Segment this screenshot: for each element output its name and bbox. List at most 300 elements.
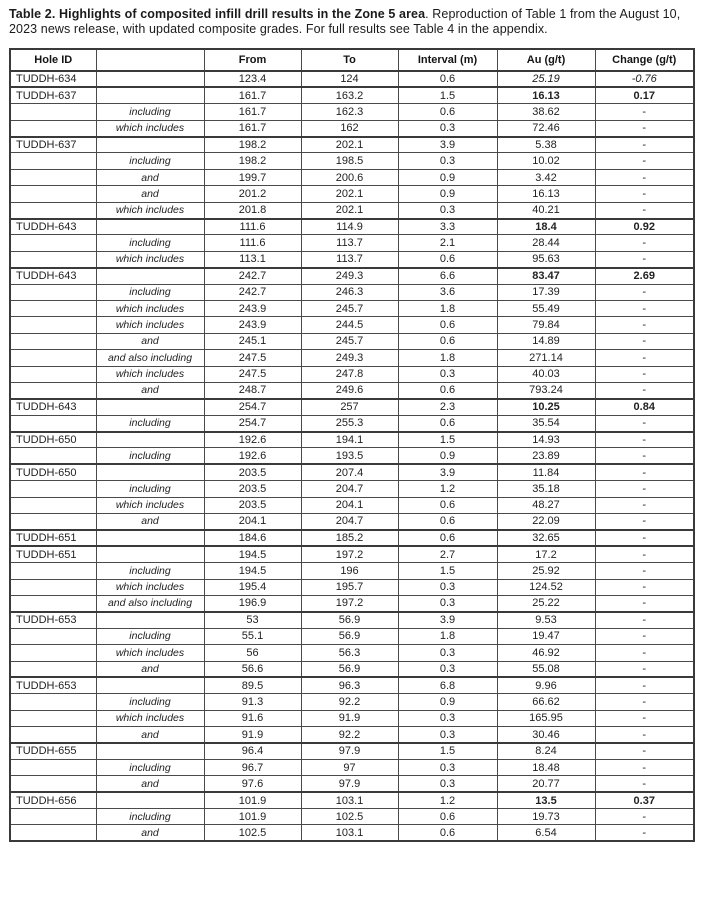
qualifier-cell: and xyxy=(96,514,204,530)
table-row xyxy=(10,743,694,759)
interval-cell: 1.8 xyxy=(398,350,497,366)
from-cell: 111.6 xyxy=(204,235,301,251)
from-cell: 243.9 xyxy=(204,317,301,333)
hole-id-cell xyxy=(10,661,96,677)
au-grade-cell: 55.49 xyxy=(497,300,595,316)
qualifier-cell: which includes xyxy=(96,497,204,513)
interval-cell: 1.2 xyxy=(398,481,497,497)
to-cell: 162.3 xyxy=(301,104,398,120)
qualifier-cell: including xyxy=(96,563,204,579)
from-cell: 101.9 xyxy=(204,809,301,825)
hole-id-cell xyxy=(10,366,96,382)
qualifier-cell: which includes xyxy=(96,251,204,267)
qualifier-cell: and xyxy=(96,661,204,677)
qualifier-cell: including xyxy=(96,759,204,775)
au-grade-cell: 20.77 xyxy=(497,776,595,792)
change-cell: 0.37 xyxy=(595,792,694,808)
au-grade-cell: 35.18 xyxy=(497,481,595,497)
from-cell: 102.5 xyxy=(204,825,301,841)
qualifier-cell xyxy=(96,530,204,546)
au-grade-cell: 55.08 xyxy=(497,661,595,677)
qualifier-cell xyxy=(96,71,204,87)
change-cell: -0.76 xyxy=(595,71,694,87)
au-grade-cell: 28.44 xyxy=(497,235,595,251)
change-cell: - xyxy=(595,120,694,136)
interval-cell: 1.5 xyxy=(398,743,497,759)
interval-cell: 0.6 xyxy=(398,514,497,530)
to-cell: 193.5 xyxy=(301,448,398,464)
to-cell: 202.1 xyxy=(301,137,398,153)
au-grade-cell: 25.92 xyxy=(497,563,595,579)
au-grade-cell: 16.13 xyxy=(497,87,595,103)
column-header-to: To xyxy=(301,49,398,71)
qualifier-cell: including xyxy=(96,481,204,497)
interval-cell: 0.6 xyxy=(398,251,497,267)
au-grade-cell: 48.27 xyxy=(497,497,595,513)
to-cell: 244.5 xyxy=(301,317,398,333)
to-cell: 56.9 xyxy=(301,612,398,628)
table-row xyxy=(10,464,694,480)
from-cell: 97.6 xyxy=(204,776,301,792)
from-cell: 254.7 xyxy=(204,415,301,431)
interval-cell: 1.8 xyxy=(398,628,497,644)
to-cell: 92.2 xyxy=(301,694,398,710)
qualifier-cell: and xyxy=(96,776,204,792)
change-cell: - xyxy=(595,809,694,825)
from-cell: 113.1 xyxy=(204,251,301,267)
interval-cell: 0.6 xyxy=(398,497,497,513)
au-grade-cell: 18.48 xyxy=(497,759,595,775)
change-cell: - xyxy=(595,677,694,693)
change-cell: 0.84 xyxy=(595,399,694,415)
table-row xyxy=(10,677,694,693)
drill-results-table xyxy=(9,48,695,842)
interval-cell: 0.6 xyxy=(398,333,497,349)
table-row xyxy=(10,645,694,661)
interval-cell: 0.6 xyxy=(398,415,497,431)
from-cell: 254.7 xyxy=(204,399,301,415)
table-row xyxy=(10,563,694,579)
qualifier-cell: and xyxy=(96,169,204,185)
qualifier-cell xyxy=(96,792,204,808)
hole-id-cell xyxy=(10,186,96,202)
from-cell: 53 xyxy=(204,612,301,628)
hole-id-cell: TUDDH-637 xyxy=(10,137,96,153)
interval-cell: 0.9 xyxy=(398,169,497,185)
change-cell: - xyxy=(595,710,694,726)
table-row xyxy=(10,710,694,726)
interval-cell: 0.6 xyxy=(398,530,497,546)
to-cell: 197.2 xyxy=(301,596,398,612)
hole-id-cell xyxy=(10,563,96,579)
change-cell: - xyxy=(595,743,694,759)
hole-id-cell xyxy=(10,759,96,775)
qualifier-cell: which includes xyxy=(96,645,204,661)
change-cell: - xyxy=(595,514,694,530)
change-cell: - xyxy=(595,382,694,398)
change-cell: - xyxy=(595,596,694,612)
change-cell: - xyxy=(595,350,694,366)
interval-cell: 1.2 xyxy=(398,792,497,808)
table-row xyxy=(10,120,694,136)
to-cell: 185.2 xyxy=(301,530,398,546)
qualifier-cell: including xyxy=(96,284,204,300)
from-cell: 203.5 xyxy=(204,464,301,480)
to-cell: 56.9 xyxy=(301,661,398,677)
interval-cell: 0.3 xyxy=(398,120,497,136)
table-row xyxy=(10,776,694,792)
change-cell: - xyxy=(595,481,694,497)
to-cell: 257 xyxy=(301,399,398,415)
au-grade-cell: 17.39 xyxy=(497,284,595,300)
hole-id-cell xyxy=(10,694,96,710)
to-cell: 96.3 xyxy=(301,677,398,693)
au-grade-cell: 14.93 xyxy=(497,432,595,448)
change-cell: - xyxy=(595,186,694,202)
au-grade-cell: 19.47 xyxy=(497,628,595,644)
from-cell: 201.8 xyxy=(204,202,301,218)
hole-id-cell xyxy=(10,120,96,136)
interval-cell: 0.9 xyxy=(398,694,497,710)
interval-cell: 0.6 xyxy=(398,825,497,841)
from-cell: 242.7 xyxy=(204,284,301,300)
from-cell: 56.6 xyxy=(204,661,301,677)
au-grade-cell: 10.02 xyxy=(497,153,595,169)
to-cell: 162 xyxy=(301,120,398,136)
interval-cell: 0.3 xyxy=(398,776,497,792)
qualifier-cell xyxy=(96,612,204,628)
to-cell: 197.2 xyxy=(301,546,398,562)
interval-cell: 2.7 xyxy=(398,546,497,562)
from-cell: 247.5 xyxy=(204,366,301,382)
table-row xyxy=(10,87,694,103)
hole-id-cell xyxy=(10,776,96,792)
to-cell: 246.3 xyxy=(301,284,398,300)
table-body xyxy=(10,71,694,841)
to-cell: 245.7 xyxy=(301,333,398,349)
column-header-au-g-t: Au (g/t) xyxy=(497,49,595,71)
au-grade-cell: 40.21 xyxy=(497,202,595,218)
interval-cell: 3.9 xyxy=(398,137,497,153)
qualifier-cell xyxy=(96,137,204,153)
change-cell: - xyxy=(595,612,694,628)
hole-id-cell: TUDDH-655 xyxy=(10,743,96,759)
hole-id-cell xyxy=(10,415,96,431)
table-row xyxy=(10,333,694,349)
change-cell: - xyxy=(595,153,694,169)
interval-cell: 1.5 xyxy=(398,432,497,448)
from-cell: 161.7 xyxy=(204,120,301,136)
interval-cell: 0.9 xyxy=(398,448,497,464)
table-row xyxy=(10,497,694,513)
table-row xyxy=(10,481,694,497)
table-row xyxy=(10,546,694,562)
change-cell: - xyxy=(595,333,694,349)
to-cell: 103.1 xyxy=(301,792,398,808)
from-cell: 204.1 xyxy=(204,514,301,530)
hole-id-cell: TUDDH-653 xyxy=(10,677,96,693)
qualifier-cell xyxy=(96,464,204,480)
au-grade-cell: 6.54 xyxy=(497,825,595,841)
qualifier-cell xyxy=(96,219,204,235)
interval-cell: 0.3 xyxy=(398,596,497,612)
qualifier-cell: including xyxy=(96,153,204,169)
interval-cell: 1.5 xyxy=(398,563,497,579)
hole-id-cell xyxy=(10,579,96,595)
qualifier-cell: which includes xyxy=(96,710,204,726)
qualifier-cell: including xyxy=(96,694,204,710)
to-cell: 163.2 xyxy=(301,87,398,103)
qualifier-cell: including xyxy=(96,104,204,120)
table-row xyxy=(10,448,694,464)
table-caption xyxy=(9,7,699,37)
to-cell: 204.7 xyxy=(301,481,398,497)
from-cell: 242.7 xyxy=(204,268,301,284)
interval-cell: 0.6 xyxy=(398,71,497,87)
au-grade-cell: 10.25 xyxy=(497,399,595,415)
interval-cell: 0.9 xyxy=(398,186,497,202)
interval-cell: 0.6 xyxy=(398,809,497,825)
to-cell: 56.3 xyxy=(301,645,398,661)
interval-cell: 3.3 xyxy=(398,219,497,235)
to-cell: 249.6 xyxy=(301,382,398,398)
hole-id-cell xyxy=(10,333,96,349)
column-header-hole-id: Hole ID xyxy=(10,49,96,71)
au-grade-cell: 32.65 xyxy=(497,530,595,546)
change-cell: - xyxy=(595,169,694,185)
interval-cell: 3.6 xyxy=(398,284,497,300)
column-header-qualifier xyxy=(96,49,204,71)
to-cell: 124 xyxy=(301,71,398,87)
interval-cell: 0.3 xyxy=(398,710,497,726)
table-row xyxy=(10,530,694,546)
interval-cell: 6.6 xyxy=(398,268,497,284)
qualifier-cell xyxy=(96,87,204,103)
au-grade-cell: 271.14 xyxy=(497,350,595,366)
from-cell: 123.4 xyxy=(204,71,301,87)
table-row xyxy=(10,432,694,448)
qualifier-cell xyxy=(96,546,204,562)
table-row xyxy=(10,694,694,710)
au-grade-cell: 14.89 xyxy=(497,333,595,349)
change-cell: - xyxy=(595,694,694,710)
hole-id-cell xyxy=(10,251,96,267)
change-cell: - xyxy=(595,776,694,792)
from-cell: 91.9 xyxy=(204,727,301,743)
qualifier-cell: including xyxy=(96,628,204,644)
interval-cell: 0.3 xyxy=(398,202,497,218)
change-cell: - xyxy=(595,825,694,841)
from-cell: 248.7 xyxy=(204,382,301,398)
hole-id-cell: TUDDH-637 xyxy=(10,87,96,103)
from-cell: 96.7 xyxy=(204,759,301,775)
column-header-change-g-t: Change (g/t) xyxy=(595,49,694,71)
hole-id-cell xyxy=(10,481,96,497)
table-row xyxy=(10,104,694,120)
hole-id-cell xyxy=(10,825,96,841)
qualifier-cell xyxy=(96,743,204,759)
change-cell: - xyxy=(595,563,694,579)
from-cell: 198.2 xyxy=(204,137,301,153)
from-cell: 243.9 xyxy=(204,300,301,316)
from-cell: 96.4 xyxy=(204,743,301,759)
to-cell: 249.3 xyxy=(301,350,398,366)
hole-id-cell: TUDDH-634 xyxy=(10,71,96,87)
qualifier-cell: and xyxy=(96,727,204,743)
table-row xyxy=(10,350,694,366)
table-row xyxy=(10,792,694,808)
table-row xyxy=(10,415,694,431)
hole-id-cell xyxy=(10,382,96,398)
table-row xyxy=(10,235,694,251)
table-row xyxy=(10,579,694,595)
hole-id-cell xyxy=(10,727,96,743)
to-cell: 195.7 xyxy=(301,579,398,595)
table-row xyxy=(10,71,694,87)
hole-id-cell: TUDDH-650 xyxy=(10,464,96,480)
au-grade-cell: 30.46 xyxy=(497,727,595,743)
from-cell: 184.6 xyxy=(204,530,301,546)
change-cell: - xyxy=(595,645,694,661)
au-grade-cell: 16.13 xyxy=(497,186,595,202)
qualifier-cell: including xyxy=(96,809,204,825)
change-cell: - xyxy=(595,628,694,644)
au-grade-cell: 95.63 xyxy=(497,251,595,267)
change-cell: - xyxy=(595,448,694,464)
au-grade-cell: 25.22 xyxy=(497,596,595,612)
au-grade-cell: 25.19 xyxy=(497,71,595,87)
au-grade-cell: 8.24 xyxy=(497,743,595,759)
qualifier-cell: which includes xyxy=(96,366,204,382)
table-row xyxy=(10,661,694,677)
table-row xyxy=(10,202,694,218)
change-cell: - xyxy=(595,530,694,546)
to-cell: 97 xyxy=(301,759,398,775)
au-grade-cell: 5.38 xyxy=(497,137,595,153)
from-cell: 203.5 xyxy=(204,481,301,497)
qualifier-cell: and also including xyxy=(96,596,204,612)
au-grade-cell: 38.62 xyxy=(497,104,595,120)
au-grade-cell: 19.73 xyxy=(497,809,595,825)
table-row xyxy=(10,169,694,185)
hole-id-cell xyxy=(10,169,96,185)
hole-id-cell xyxy=(10,153,96,169)
hole-id-cell xyxy=(10,448,96,464)
qualifier-cell xyxy=(96,432,204,448)
table-row xyxy=(10,727,694,743)
to-cell: 113.7 xyxy=(301,251,398,267)
table-row xyxy=(10,284,694,300)
qualifier-cell: including xyxy=(96,415,204,431)
header-row xyxy=(10,49,694,71)
table-row xyxy=(10,300,694,316)
from-cell: 55.1 xyxy=(204,628,301,644)
to-cell: 245.7 xyxy=(301,300,398,316)
hole-id-cell: TUDDH-656 xyxy=(10,792,96,808)
qualifier-cell: which includes xyxy=(96,300,204,316)
hole-id-cell: TUDDH-643 xyxy=(10,399,96,415)
interval-cell: 0.6 xyxy=(398,382,497,398)
au-grade-cell: 35.54 xyxy=(497,415,595,431)
table-row xyxy=(10,186,694,202)
table-row xyxy=(10,825,694,841)
hole-id-cell xyxy=(10,202,96,218)
hole-id-cell: TUDDH-650 xyxy=(10,432,96,448)
to-cell: 202.1 xyxy=(301,202,398,218)
hole-id-cell xyxy=(10,645,96,661)
change-cell: - xyxy=(595,546,694,562)
interval-cell: 0.6 xyxy=(398,104,497,120)
interval-cell: 2.3 xyxy=(398,399,497,415)
to-cell: 102.5 xyxy=(301,809,398,825)
au-grade-cell: 72.46 xyxy=(497,120,595,136)
hole-id-cell xyxy=(10,235,96,251)
from-cell: 199.7 xyxy=(204,169,301,185)
table-row xyxy=(10,382,694,398)
from-cell: 101.9 xyxy=(204,792,301,808)
change-cell: - xyxy=(595,300,694,316)
interval-cell: 0.3 xyxy=(398,153,497,169)
qualifier-cell: and xyxy=(96,825,204,841)
au-grade-cell: 40.03 xyxy=(497,366,595,382)
from-cell: 161.7 xyxy=(204,87,301,103)
table-row xyxy=(10,628,694,644)
qualifier-cell: and xyxy=(96,186,204,202)
to-cell: 198.5 xyxy=(301,153,398,169)
interval-cell: 1.8 xyxy=(398,300,497,316)
change-cell: - xyxy=(595,137,694,153)
change-cell: - xyxy=(595,317,694,333)
hole-id-cell xyxy=(10,350,96,366)
table-row xyxy=(10,596,694,612)
table-row xyxy=(10,366,694,382)
change-cell: - xyxy=(595,235,694,251)
change-cell: - xyxy=(595,759,694,775)
from-cell: 245.1 xyxy=(204,333,301,349)
interval-cell: 6.8 xyxy=(398,677,497,693)
qualifier-cell xyxy=(96,399,204,415)
hole-id-cell: TUDDH-643 xyxy=(10,268,96,284)
from-cell: 89.5 xyxy=(204,677,301,693)
qualifier-cell xyxy=(96,677,204,693)
table-row xyxy=(10,809,694,825)
au-grade-cell: 22.09 xyxy=(497,514,595,530)
hole-id-cell xyxy=(10,317,96,333)
to-cell: 97.9 xyxy=(301,743,398,759)
qualifier-cell xyxy=(96,268,204,284)
hole-id-cell xyxy=(10,710,96,726)
change-cell: 2.69 xyxy=(595,268,694,284)
from-cell: 192.6 xyxy=(204,432,301,448)
qualifier-cell: including xyxy=(96,235,204,251)
to-cell: 97.9 xyxy=(301,776,398,792)
to-cell: 249.3 xyxy=(301,268,398,284)
table-caption-bold: Table 2. Highlights of composited infill drill results in the Zone 5 area xyxy=(9,7,426,21)
interval-cell: 0.3 xyxy=(398,366,497,382)
qualifier-cell: which includes xyxy=(96,579,204,595)
hole-id-cell: TUDDH-653 xyxy=(10,612,96,628)
qualifier-cell: and xyxy=(96,382,204,398)
change-cell: - xyxy=(595,366,694,382)
interval-cell: 0.3 xyxy=(398,579,497,595)
hole-id-cell: TUDDH-651 xyxy=(10,546,96,562)
au-grade-cell: 9.53 xyxy=(497,612,595,628)
table-row xyxy=(10,137,694,153)
hole-id-cell: TUDDH-651 xyxy=(10,530,96,546)
to-cell: 196 xyxy=(301,563,398,579)
hole-id-cell xyxy=(10,497,96,513)
interval-cell: 0.3 xyxy=(398,727,497,743)
